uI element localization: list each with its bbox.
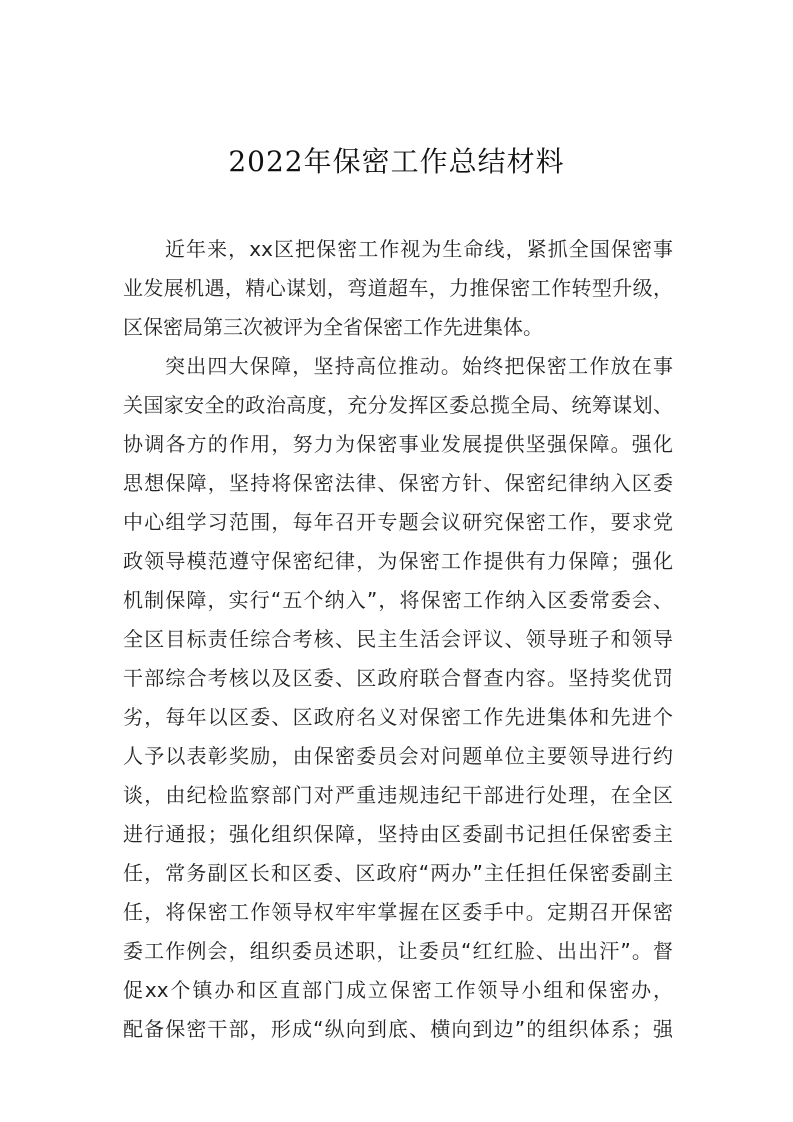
text-line: 促xx个镇办和区直部门成立保密工作领导小组和保密办，	[123, 978, 673, 1002]
text-line: 业发展机遇，精心谋划，弯道超车，力推保密工作转型升级，	[123, 276, 673, 300]
text-line: 关国家安全的政治高度，充分发挥区委总揽全局、统筹谋划、	[123, 393, 673, 417]
text-line: 配备保密干部，形成“纵向到底、横向到边”的组织体系；强	[123, 1017, 673, 1041]
text-line: 进行通报；强化组织保障，坚持由区委副书记担任保密委主	[123, 822, 673, 846]
paragraph-four-guarantees	[123, 347, 673, 1049]
text-line: 政领导模范遵守保密纪律，为保密工作提供有力保障；强化	[123, 549, 673, 573]
document-title: 2022年保密工作总结材料	[228, 145, 565, 178]
text-line: 任，将保密工作领导权牢牢掌握在区委手中。定期召开保密	[123, 900, 673, 924]
text-line: 谈，由纪检监察部门对严重违规违纪干部进行处理，在全区	[123, 783, 673, 807]
text-line: 思想保障，坚持将保密法律、保密方针、保密纪律纳入区委	[123, 471, 673, 495]
text-line: 突出四大保障，坚持高位推动。始终把保密工作放在事	[165, 354, 673, 378]
text-line: 劣，每年以区委、区政府名义对保密工作先进集体和先进个	[123, 705, 673, 729]
paragraph-intro	[123, 230, 673, 347]
text-line: 中心组学习范围，每年召开专题会议研究保密工作，要求党	[123, 510, 673, 534]
text-line: 区保密局第三次被评为全省保密工作先进集体。	[123, 315, 543, 339]
text-line: 任，常务副区长和区委、区政府“两办”主任担任保密委副主	[123, 861, 673, 885]
text-line: 机制保障，实行“五个纳入”，将保密工作纳入区委常委会、	[123, 588, 673, 612]
document-body	[123, 230, 673, 1049]
text-line: 干部综合考核以及区委、区政府联合督查内容。坚持奖优罚	[123, 666, 673, 690]
text-line: 近年来，xx区把保密工作视为生命线，紧抓全国保密事	[165, 237, 673, 261]
text-line: 协调各方的作用，努力为保密事业发展提供坚强保障。强化	[123, 432, 673, 456]
text-line: 委工作例会，组织委员述职，让委员“红红脸、出出汗”。督	[123, 939, 673, 963]
text-line: 人予以表彰奖励，由保密委员会对问题单位主要领导进行约	[123, 744, 673, 768]
text-line: 全区目标责任综合考核、民主生活会评议、领导班子和领导	[123, 627, 673, 651]
